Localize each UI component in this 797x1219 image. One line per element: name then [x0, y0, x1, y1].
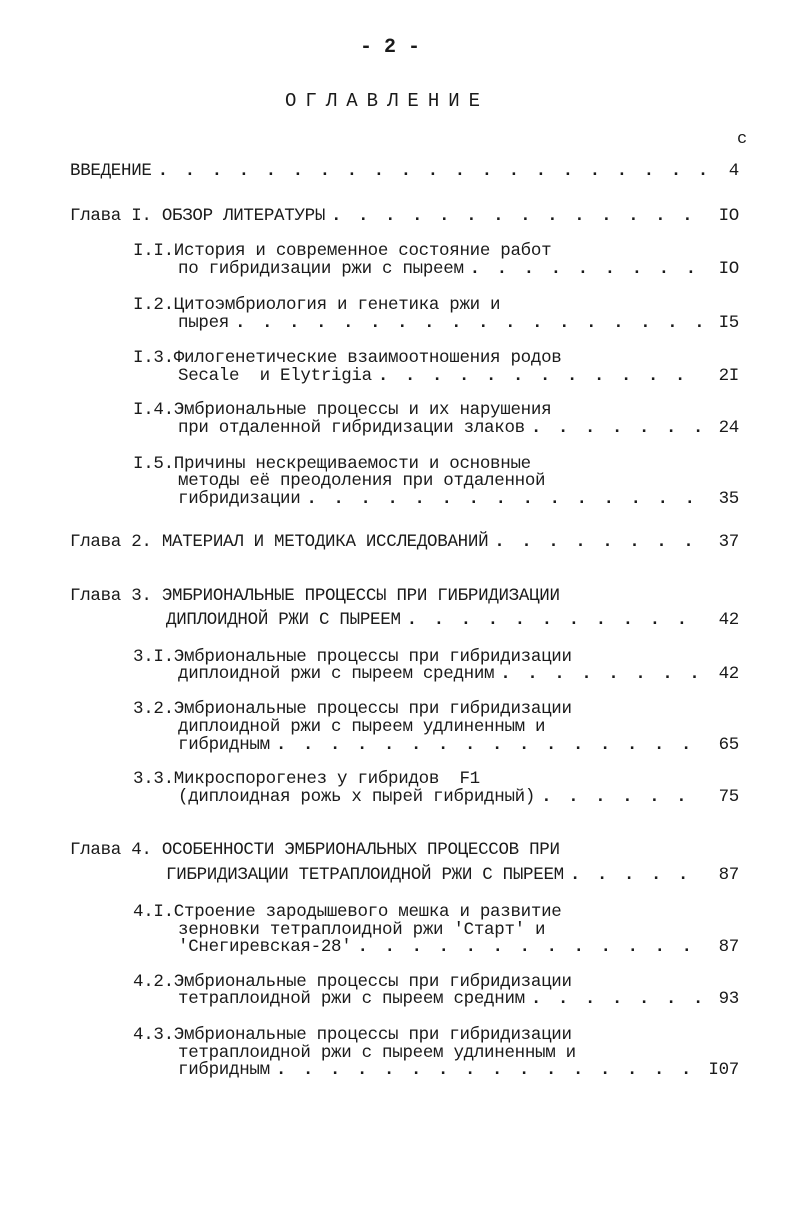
dot-leader [276, 1059, 703, 1081]
toc-entry-text: тетраплоидной ржи с пыреем средним [178, 989, 525, 1009]
toc-entry-line [178, 365, 739, 387]
toc-entry-text: I.4.Эмбриональные процессы и их нарушения [133, 400, 552, 420]
dot-leader [158, 160, 705, 182]
toc-entry-line [70, 205, 739, 227]
toc-entry-text: 'Снегиревская-28' [178, 937, 352, 957]
toc-entry-text: ГИБРИДИЗАЦИИ ТЕТРАПЛОИДНОЙ РЖИ С ПЫРЕЕМ [166, 865, 564, 885]
toc-entry-text: гибридным [178, 1060, 270, 1080]
toc-page-number: 24 [718, 418, 739, 438]
toc-entry-text: при отдаленной гибридизации злаков [178, 418, 525, 438]
toc-page-number: 42 [718, 610, 739, 630]
toc-entry-text: пырея [178, 313, 230, 333]
toc-entry-line [178, 786, 739, 808]
toc-entry-text: ВВЕДЕНИЕ [70, 161, 152, 181]
toc-entry-text: I.I.История и современное состояние работ [133, 241, 552, 261]
toc-entry-text: тетраплоидной ржи с пыреем удлиненным и [178, 1043, 576, 1063]
dot-leader [500, 663, 705, 685]
toc-entry-text: диплоидной ржи с пыреем средним [178, 664, 495, 684]
page-number: - 2 - [360, 36, 421, 59]
toc-page-number: 4 [728, 161, 739, 181]
toc-entry-text: I.3.Филогенетические взаимоотношения родов [133, 348, 562, 368]
toc-entry-line [178, 1059, 739, 1081]
dot-leader [494, 531, 705, 553]
toc-page-number: 65 [718, 735, 739, 755]
toc-entry-text: 3.I.Эмбриональные процессы при гибридизации [133, 647, 572, 667]
toc-entry-line [166, 609, 739, 631]
toc-entry-text: Глава 3. ЭМБРИОНАЛЬНЫЕ ПРОЦЕССЫ ПРИ ГИБРИДИЗАЦИИ [70, 586, 560, 606]
toc-entry-text: гибридным [178, 735, 270, 755]
page-column-header: с [737, 130, 748, 149]
toc-entry-text: зерновки тетраплоидной ржи 'Старт' и [178, 920, 546, 940]
toc-entry-text: 4.I.Строение зародышевого мешка и развитие [133, 902, 562, 922]
dot-leader [235, 312, 705, 334]
toc-entry-line [178, 312, 739, 334]
dot-leader [276, 734, 705, 756]
toc-entry-line [178, 936, 739, 958]
toc-page-number: 2I [718, 366, 739, 386]
toc-page-number: 87 [718, 937, 739, 957]
toc-entry-text: гибридизации [178, 489, 301, 509]
toc-entry-text: 4.2.Эмбриональные процессы при гибридизации [133, 972, 572, 992]
toc-entry-text: 3.2.Эмбриональные процессы при гибридизации [133, 699, 572, 719]
toc-entry-text: 3.3.Микроспорогенез у гибридов F1 [133, 769, 480, 789]
toc-entry-line [178, 417, 739, 439]
toc-entry-line [178, 988, 739, 1010]
toc-entry-line [70, 160, 739, 182]
toc-entry-text: 4.3.Эмбриональные процессы при гибридизации [133, 1025, 572, 1045]
toc-entry-line [70, 531, 739, 553]
toc-entry-text: ДИПЛОИДНОЙ РЖИ С ПЫРЕЕМ [166, 610, 401, 630]
dot-leader [531, 417, 705, 439]
toc-entry-text: диплоидной ржи с пыреем удлиненным и [178, 717, 546, 737]
toc-page-number: 87 [718, 865, 739, 885]
toc-entry-line [178, 734, 739, 756]
dot-leader [331, 205, 705, 227]
toc-entry-text: I.2.Цитоэмбриология и генетика ржи и [133, 295, 501, 315]
dot-leader [541, 786, 705, 808]
toc-page-number: IO [718, 206, 739, 226]
dot-leader [357, 936, 705, 958]
toc-entry-text: Глава 4. ОСОБЕННОСТИ ЭМБРИОНАЛЬНЫХ ПРОЦЕССОВ ПРИ [70, 840, 560, 860]
toc-entry-line [70, 839, 560, 861]
toc-entry-text: Глава 2. МАТЕРИАЛ И МЕТОДИКА ИССЛЕДОВАНИЙ [70, 532, 489, 552]
toc-entry-text: Secale и Elytrigia [178, 366, 372, 386]
toc-page-number: I07 [708, 1060, 739, 1080]
toc-entry-line [178, 488, 739, 510]
toc-entry-line [166, 864, 739, 886]
toc-page-number: I5 [718, 313, 739, 333]
toc-entry-line [178, 663, 739, 685]
document-title: ОГЛАВЛЕНИЕ [285, 90, 490, 112]
toc-entry-text: I.5.Причины нескрещиваемости и основные [133, 454, 531, 474]
dot-leader [531, 988, 705, 1010]
toc-page-number: 93 [718, 989, 739, 1009]
toc-page-number: IO [718, 259, 739, 279]
toc-page-number: 35 [718, 489, 739, 509]
dot-leader [378, 365, 705, 387]
toc-entry-line [178, 258, 739, 280]
toc-entry-text: по гибридизации ржи с пыреем [178, 259, 464, 279]
toc-entry-text: Глава I. ОБЗОР ЛИТЕРАТУРЫ [70, 206, 326, 226]
toc-entry-line [70, 585, 560, 607]
toc-entry-text: (диплоидная рожь х пырей гибридный) [178, 787, 536, 807]
dot-leader [570, 864, 705, 886]
dot-leader [470, 258, 705, 280]
toc-page-number: 42 [718, 664, 739, 684]
toc-page-number: 75 [718, 787, 739, 807]
dot-leader [407, 609, 705, 631]
toc-entry-text: методы её преодоления при отдаленной [178, 471, 546, 491]
toc-page-number: 37 [718, 532, 739, 552]
dot-leader [306, 488, 705, 510]
